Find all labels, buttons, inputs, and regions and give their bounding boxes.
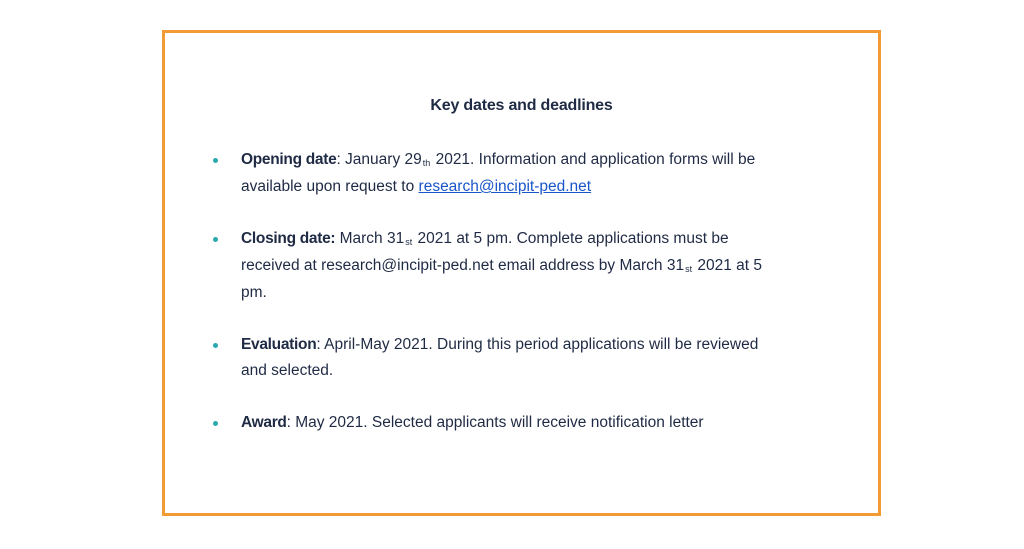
list-item-closing-date	[213, 226, 773, 306]
item-term: Award	[241, 414, 287, 431]
item-text: 2021. Information and application forms will be available upon request to	[241, 151, 756, 195]
item-term: Evaluation	[241, 336, 317, 353]
list-item-opening-date	[213, 147, 773, 200]
item-text: 2021 at 5 pm.	[241, 257, 763, 301]
item-text: March 31	[335, 230, 405, 247]
bullet-icon	[213, 421, 218, 426]
dates-list	[213, 147, 773, 462]
item-text: April-May 2021. During this period applications will be reviewed and selected.	[241, 336, 759, 379]
item-term: Opening date	[241, 151, 337, 168]
item-separator: :	[286, 414, 291, 431]
item-text: 2021 at 5 pm. Complete applications must be received at research@incipit-ped.net email address by March 31	[241, 230, 729, 274]
key-dates-box	[162, 30, 881, 516]
item-text: January 29	[340, 151, 422, 168]
bullet-icon	[213, 237, 218, 242]
ordinal-suffix: st	[405, 237, 413, 247]
email-link[interactable]: research@incipit-ped.net	[418, 178, 592, 195]
item-separator: :	[336, 151, 341, 168]
item-term: Closing date:	[241, 230, 336, 247]
ordinal-suffix: st	[685, 264, 693, 274]
ordinal-suffix: th	[422, 158, 431, 168]
list-item-award	[213, 410, 773, 436]
list-item-evaluation	[213, 332, 773, 384]
section-title: Key dates and deadlines	[430, 97, 613, 114]
item-text: May 2021. Selected applicants will receive notification letter	[290, 414, 704, 431]
item-separator: :	[316, 336, 321, 353]
bullet-icon	[213, 158, 218, 163]
bullet-icon	[213, 343, 218, 348]
